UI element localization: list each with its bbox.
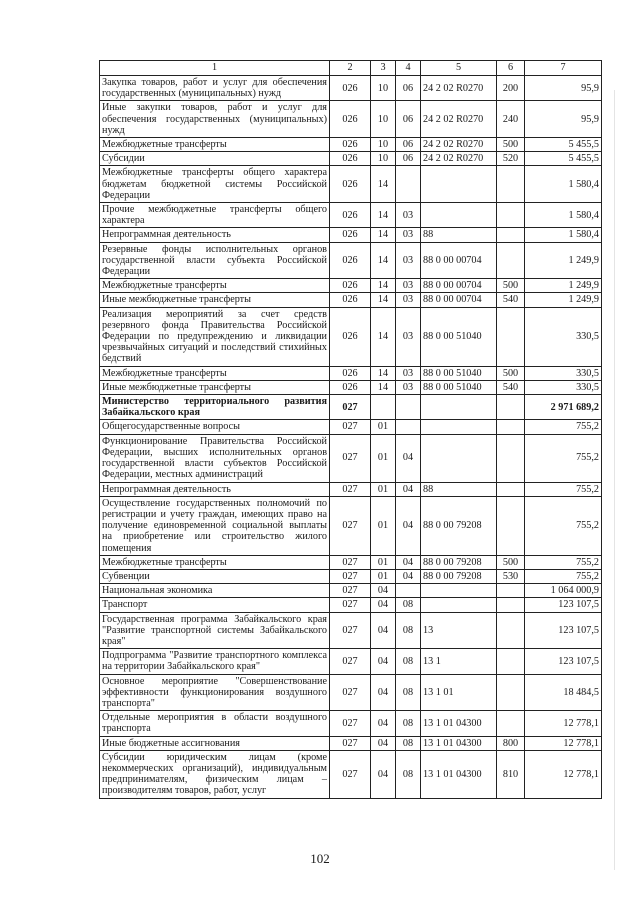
expense-type-cell <box>497 482 525 496</box>
admin-code-cell: 026 <box>330 152 371 166</box>
subsection-code-cell: 04 <box>396 569 421 583</box>
target-article-cell: 13 1 01 04300 <box>421 736 497 750</box>
item-name-cell: Субсидии юридическим лицам (кроме некоммерческих организаций), индивидуальным предпринимателям, физическим лицам – производителям товаров, работ, услуг <box>100 750 330 798</box>
target-article-cell: 24 2 02 R0270 <box>421 138 497 152</box>
item-name-cell: Субвенции <box>100 569 330 583</box>
amount-cell: 1 580,4 <box>525 228 602 242</box>
expense-type-cell <box>497 649 525 674</box>
header-cell-5: 5 <box>421 61 497 76</box>
amount-cell: 330,5 <box>525 307 602 366</box>
section-code-cell: 01 <box>371 482 396 496</box>
item-name-cell: Транспорт <box>100 598 330 612</box>
admin-code-cell: 026 <box>330 307 371 366</box>
budget-table-body <box>100 61 602 799</box>
target-article-cell: 24 2 02 R0270 <box>421 76 497 101</box>
target-article-cell: 88 0 00 79208 <box>421 496 497 555</box>
expense-type-cell <box>497 711 525 736</box>
item-name-cell: Непрограммная деятельность <box>100 228 330 242</box>
item-name-cell: Иные бюджетные ассигнования <box>100 736 330 750</box>
subsection-code-cell: 03 <box>396 242 421 279</box>
table-row <box>100 569 602 583</box>
section-code-cell: 01 <box>371 569 396 583</box>
expense-type-cell <box>497 395 525 420</box>
amount-cell: 12 778,1 <box>525 736 602 750</box>
target-article-cell: 24 2 02 R0270 <box>421 101 497 138</box>
admin-code-cell: 026 <box>330 279 371 293</box>
target-article-cell: 13 1 <box>421 649 497 674</box>
table-row <box>100 101 602 138</box>
amount-cell: 95,9 <box>525 76 602 101</box>
admin-code-cell: 026 <box>330 138 371 152</box>
item-name-cell: Отдельные мероприятия в области воздушного транспорта <box>100 711 330 736</box>
subsection-code-cell: 08 <box>396 750 421 798</box>
budget-table <box>99 60 602 799</box>
admin-code-cell: 027 <box>330 555 371 569</box>
item-name-cell: Национальная экономика <box>100 584 330 598</box>
target-article-cell <box>421 420 497 434</box>
admin-code-cell: 027 <box>330 420 371 434</box>
table-row <box>100 555 602 569</box>
section-code-cell: 04 <box>371 736 396 750</box>
amount-cell: 123 107,5 <box>525 612 602 649</box>
admin-code-cell: 026 <box>330 101 371 138</box>
item-name-cell: Основное мероприятие "Совершенствование эффективности функционирования воздушного транспорта" <box>100 674 330 711</box>
admin-code-cell: 027 <box>330 674 371 711</box>
expense-type-cell: 540 <box>497 293 525 307</box>
expense-type-cell: 500 <box>497 279 525 293</box>
table-row <box>100 598 602 612</box>
subsection-code-cell: 08 <box>396 598 421 612</box>
subsection-code-cell: 08 <box>396 674 421 711</box>
amount-cell: 1 249,9 <box>525 293 602 307</box>
target-article-cell: 88 0 00 51040 <box>421 366 497 380</box>
section-code-cell: 01 <box>371 434 396 482</box>
table-row <box>100 584 602 598</box>
section-code-cell: 14 <box>371 307 396 366</box>
table-row <box>100 307 602 366</box>
section-code-cell: 04 <box>371 598 396 612</box>
admin-code-cell: 027 <box>330 434 371 482</box>
expense-type-cell: 530 <box>497 569 525 583</box>
section-code-cell: 10 <box>371 152 396 166</box>
expense-type-cell: 520 <box>497 152 525 166</box>
header-cell-2: 2 <box>330 61 371 76</box>
item-name-cell: Государственная программа Забайкальского края "Развитие транспортной системы Забайкальского края" <box>100 612 330 649</box>
admin-code-cell: 027 <box>330 569 371 583</box>
target-article-cell <box>421 598 497 612</box>
target-article-cell: 88 0 00 51040 <box>421 307 497 366</box>
admin-code-cell: 027 <box>330 482 371 496</box>
expense-type-cell <box>497 307 525 366</box>
header-cell-6: 6 <box>497 61 525 76</box>
subsection-code-cell <box>396 166 421 203</box>
admin-code-cell: 026 <box>330 166 371 203</box>
subsection-code-cell: 06 <box>396 101 421 138</box>
subsection-code-cell: 03 <box>396 228 421 242</box>
admin-code-cell: 026 <box>330 76 371 101</box>
table-row <box>100 736 602 750</box>
section-code-cell: 04 <box>371 750 396 798</box>
table-row <box>100 242 602 279</box>
item-name-cell: Министерство территориального развития Забайкальского края <box>100 395 330 420</box>
amount-cell: 330,5 <box>525 366 602 380</box>
amount-cell: 330,5 <box>525 380 602 394</box>
amount-cell: 123 107,5 <box>525 598 602 612</box>
subsection-code-cell: 04 <box>396 555 421 569</box>
target-article-cell <box>421 166 497 203</box>
admin-code-cell: 027 <box>330 496 371 555</box>
admin-code-cell: 027 <box>330 649 371 674</box>
target-article-cell: 88 0 00 79208 <box>421 569 497 583</box>
subsection-code-cell: 06 <box>396 138 421 152</box>
expense-type-cell: 200 <box>497 76 525 101</box>
section-code-cell: 14 <box>371 242 396 279</box>
section-code-cell: 14 <box>371 366 396 380</box>
subsection-code-cell: 04 <box>396 496 421 555</box>
subsection-code-cell: 03 <box>396 366 421 380</box>
amount-cell: 2 971 689,2 <box>525 395 602 420</box>
table-row <box>100 152 602 166</box>
expense-type-cell: 810 <box>497 750 525 798</box>
table-row <box>100 279 602 293</box>
item-name-cell: Резервные фонды исполнительных органов государственной власти субъекта Российской Федерации <box>100 242 330 279</box>
table-row <box>100 138 602 152</box>
amount-cell: 1 249,9 <box>525 279 602 293</box>
amount-cell: 755,2 <box>525 569 602 583</box>
target-article-cell: 24 2 02 R0270 <box>421 152 497 166</box>
table-row <box>100 612 602 649</box>
target-article-cell <box>421 434 497 482</box>
subsection-code-cell <box>396 395 421 420</box>
section-code-cell: 04 <box>371 612 396 649</box>
section-code-cell: 10 <box>371 101 396 138</box>
expense-type-cell <box>497 420 525 434</box>
subsection-code-cell: 08 <box>396 612 421 649</box>
amount-cell: 755,2 <box>525 434 602 482</box>
target-article-cell <box>421 395 497 420</box>
table-row <box>100 649 602 674</box>
admin-code-cell: 027 <box>330 711 371 736</box>
item-name-cell: Межбюджетные трансферты <box>100 555 330 569</box>
table-row <box>100 293 602 307</box>
amount-cell: 5 455,5 <box>525 152 602 166</box>
section-code-cell: 04 <box>371 674 396 711</box>
amount-cell: 12 778,1 <box>525 711 602 736</box>
target-article-cell: 88 0 00 51040 <box>421 380 497 394</box>
item-name-cell: Иные закупки товаров, работ и услуг для обеспечения государственных (муниципальных) нужд <box>100 101 330 138</box>
section-code-cell: 14 <box>371 279 396 293</box>
admin-code-cell: 026 <box>330 380 371 394</box>
table-row <box>100 395 602 420</box>
section-code-cell: 01 <box>371 420 396 434</box>
table-row <box>100 166 602 203</box>
section-code-cell: 14 <box>371 380 396 394</box>
table-row <box>100 711 602 736</box>
expense-type-cell <box>497 203 525 228</box>
item-name-cell: Межбюджетные трансферты <box>100 366 330 380</box>
table-row <box>100 203 602 228</box>
table-row <box>100 496 602 555</box>
header-cell-4: 4 <box>396 61 421 76</box>
section-code-cell: 10 <box>371 76 396 101</box>
amount-cell: 95,9 <box>525 101 602 138</box>
amount-cell: 1 249,9 <box>525 242 602 279</box>
section-code-cell: 14 <box>371 293 396 307</box>
target-article-cell: 88 0 00 00704 <box>421 293 497 307</box>
target-article-cell <box>421 203 497 228</box>
item-name-cell: Непрограммная деятельность <box>100 482 330 496</box>
amount-cell: 1 580,4 <box>525 203 602 228</box>
subsection-code-cell: 03 <box>396 279 421 293</box>
section-code-cell: 04 <box>371 711 396 736</box>
amount-cell: 755,2 <box>525 496 602 555</box>
amount-cell: 755,2 <box>525 482 602 496</box>
target-article-cell: 88 0 00 00704 <box>421 279 497 293</box>
expense-type-cell: 540 <box>497 380 525 394</box>
target-article-cell: 88 0 00 00704 <box>421 242 497 279</box>
amount-cell: 1 580,4 <box>525 166 602 203</box>
table-row <box>100 76 602 101</box>
section-code-cell: 04 <box>371 584 396 598</box>
subsection-code-cell: 06 <box>396 76 421 101</box>
header-cell-3: 3 <box>371 61 396 76</box>
item-name-cell: Реализация мероприятий за счет средств резервного фонда Правительства Российской Федерации по предупреждению и ликвидации чрезвычайных ситуаций и последствий стихийных бедствий <box>100 307 330 366</box>
expense-type-cell <box>497 584 525 598</box>
table-row <box>100 420 602 434</box>
section-code-cell: 14 <box>371 203 396 228</box>
item-name-cell: Межбюджетные трансферты <box>100 138 330 152</box>
subsection-code-cell: 08 <box>396 711 421 736</box>
admin-code-cell: 026 <box>330 293 371 307</box>
amount-cell: 1 064 000,9 <box>525 584 602 598</box>
section-code-cell: 10 <box>371 138 396 152</box>
header-cell-1: 1 <box>100 61 330 76</box>
target-article-cell: 13 <box>421 612 497 649</box>
expense-type-cell: 500 <box>497 555 525 569</box>
subsection-code-cell: 06 <box>396 152 421 166</box>
section-code-cell: 04 <box>371 649 396 674</box>
table-row <box>100 482 602 496</box>
admin-code-cell: 026 <box>330 203 371 228</box>
table-row <box>100 380 602 394</box>
subsection-code-cell: 03 <box>396 293 421 307</box>
section-code-cell: 01 <box>371 555 396 569</box>
subsection-code-cell: 03 <box>396 307 421 366</box>
item-name-cell: Межбюджетные трансферты общего характера бюджетам бюджетной системы Российской Федерации <box>100 166 330 203</box>
target-article-cell: 88 0 00 79208 <box>421 555 497 569</box>
table-row <box>100 366 602 380</box>
expense-type-cell: 240 <box>497 101 525 138</box>
subsection-code-cell: 04 <box>396 482 421 496</box>
table-header-row <box>100 61 602 76</box>
section-code-cell <box>371 395 396 420</box>
item-name-cell: Осуществление государственных полномочий по регистрации и учету граждан, имеющих право на получение единовременной социальной выплаты на приобретение или строительство жилого помещения <box>100 496 330 555</box>
expense-type-cell <box>497 598 525 612</box>
header-cell-7: 7 <box>525 61 602 76</box>
item-name-cell: Подпрограмма "Развитие транспортного комплекса на территории Забайкальского края" <box>100 649 330 674</box>
subsection-code-cell: 08 <box>396 649 421 674</box>
expense-type-cell <box>497 228 525 242</box>
table-row <box>100 750 602 798</box>
admin-code-cell: 027 <box>330 612 371 649</box>
table-row <box>100 434 602 482</box>
section-code-cell: 14 <box>371 228 396 242</box>
amount-cell: 18 484,5 <box>525 674 602 711</box>
table-row <box>100 674 602 711</box>
admin-code-cell: 027 <box>330 395 371 420</box>
subsection-code-cell: 08 <box>396 736 421 750</box>
item-name-cell: Функционирование Правительства Российской Федерации, высших исполнительных органов государственной власти субъектов Российской Федерации, местных администраций <box>100 434 330 482</box>
admin-code-cell: 026 <box>330 228 371 242</box>
expense-type-cell <box>497 496 525 555</box>
target-article-cell: 88 <box>421 228 497 242</box>
subsection-code-cell <box>396 584 421 598</box>
item-name-cell: Прочие межбюджетные трансферты общего характера <box>100 203 330 228</box>
admin-code-cell: 027 <box>330 736 371 750</box>
item-name-cell: Иные межбюджетные трансферты <box>100 293 330 307</box>
target-article-cell: 13 1 01 04300 <box>421 711 497 736</box>
amount-cell: 5 455,5 <box>525 138 602 152</box>
expense-type-cell <box>497 434 525 482</box>
section-code-cell: 14 <box>371 166 396 203</box>
item-name-cell: Межбюджетные трансферты <box>100 279 330 293</box>
subsection-code-cell: 04 <box>396 434 421 482</box>
expense-type-cell <box>497 674 525 711</box>
admin-code-cell: 026 <box>330 242 371 279</box>
item-name-cell: Закупка товаров, работ и услуг для обеспечения государственных (муниципальных) нужд <box>100 76 330 101</box>
admin-code-cell: 026 <box>330 366 371 380</box>
table-row <box>100 228 602 242</box>
expense-type-cell: 500 <box>497 138 525 152</box>
expense-type-cell: 500 <box>497 366 525 380</box>
amount-cell: 755,2 <box>525 420 602 434</box>
amount-cell: 755,2 <box>525 555 602 569</box>
subsection-code-cell <box>396 420 421 434</box>
target-article-cell: 88 <box>421 482 497 496</box>
subsection-code-cell: 03 <box>396 380 421 394</box>
subsection-code-cell: 03 <box>396 203 421 228</box>
expense-type-cell <box>497 166 525 203</box>
section-code-cell: 01 <box>371 496 396 555</box>
target-article-cell: 13 1 01 <box>421 674 497 711</box>
expense-type-cell <box>497 242 525 279</box>
scan-artifact-line <box>614 90 615 870</box>
expense-type-cell: 800 <box>497 736 525 750</box>
admin-code-cell: 027 <box>330 598 371 612</box>
admin-code-cell: 027 <box>330 584 371 598</box>
target-article-cell: 13 1 01 04300 <box>421 750 497 798</box>
amount-cell: 12 778,1 <box>525 750 602 798</box>
item-name-cell: Субсидии <box>100 152 330 166</box>
item-name-cell: Иные межбюджетные трансферты <box>100 380 330 394</box>
amount-cell: 123 107,5 <box>525 649 602 674</box>
admin-code-cell: 027 <box>330 750 371 798</box>
page-number: 102 <box>310 851 330 866</box>
expense-type-cell <box>497 612 525 649</box>
target-article-cell <box>421 584 497 598</box>
item-name-cell: Общегосударственные вопросы <box>100 420 330 434</box>
